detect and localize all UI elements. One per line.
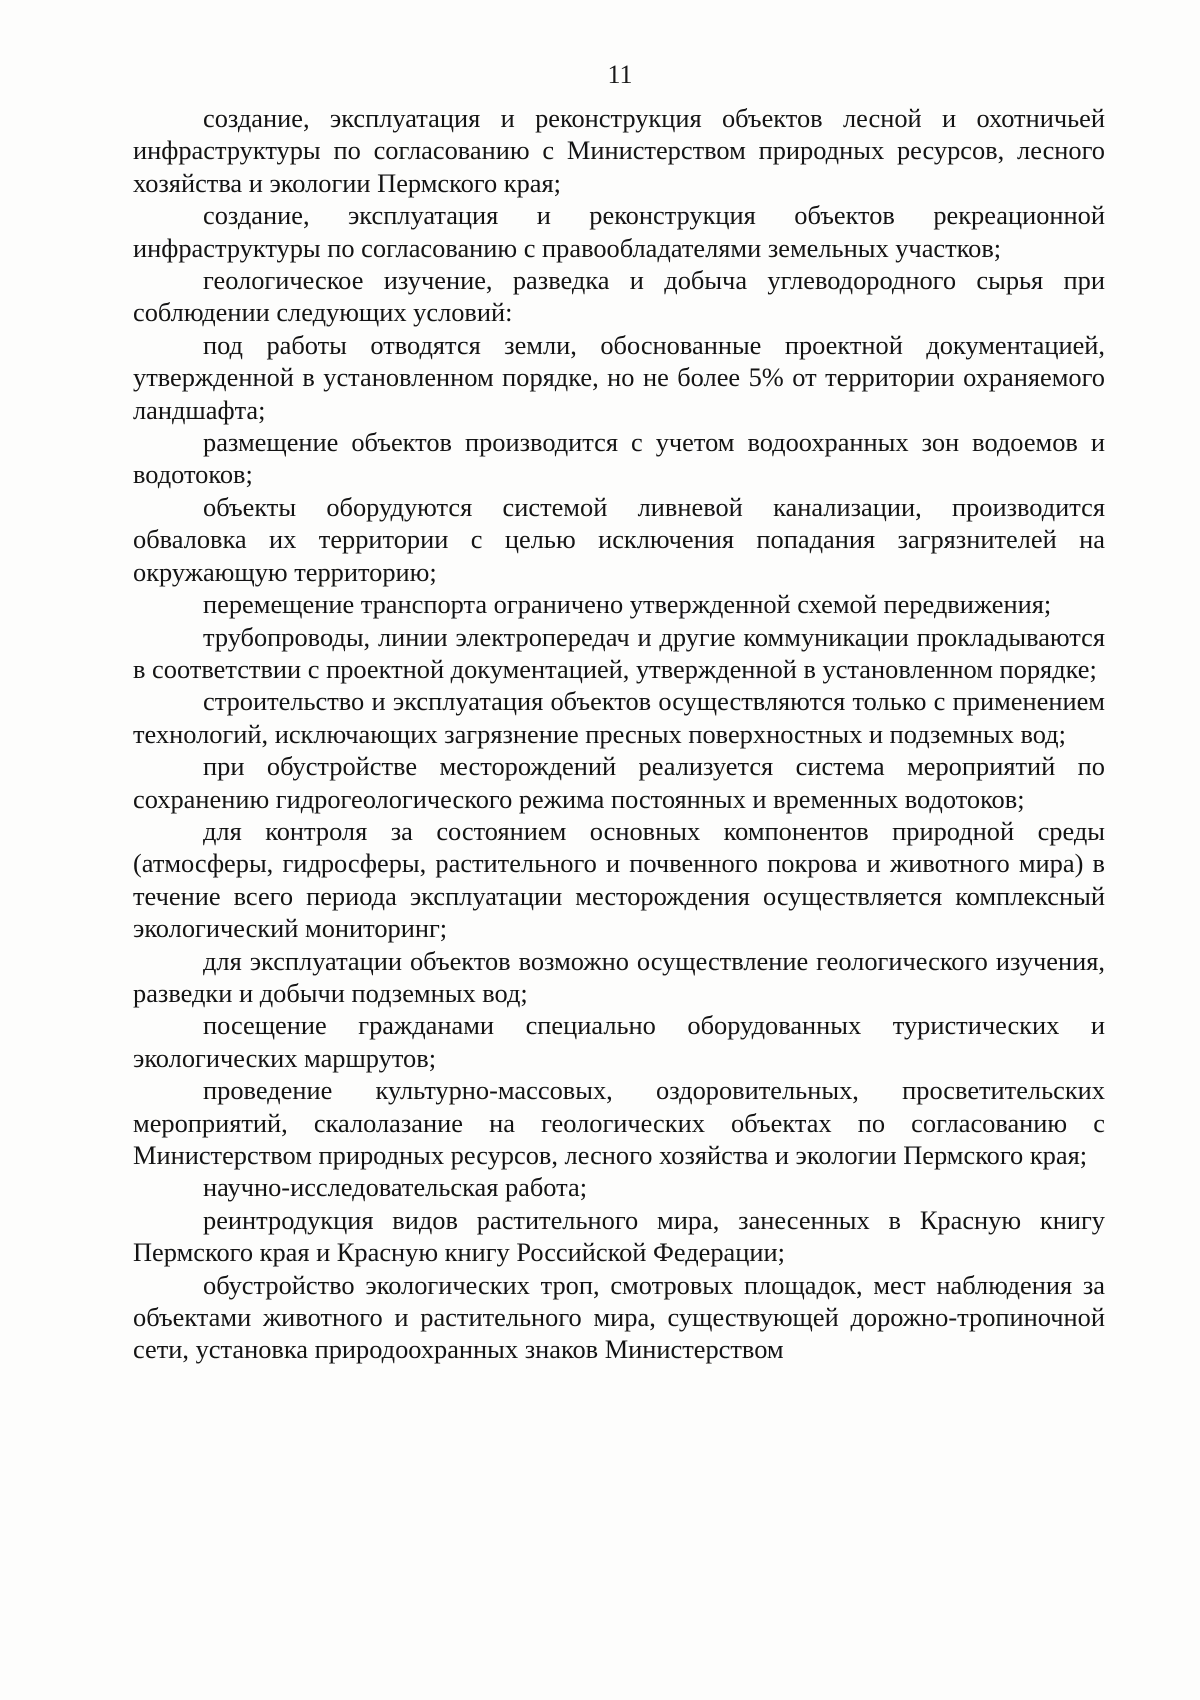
paragraph-cultural-events: проведение культурно-массовых, оздоровительных, просветительских мероприятий, скалолазание на геологических объектах по согласованию с Министерством природных ресурсов, лесного хозяйства и экологии Пермского края; [133,1075,1105,1170]
paragraph-land-allocation: под работы отводятся земли, обоснованные проектной документацией, утвержденной в установленном порядке, но не более 5% от территории охраняемого ландшафта; [133,329,1105,425]
paragraph-forest-hunting-infrastructure: создание, эксплуатация и реконструкция объектов лесной и охотничьей инфраструктуры по согласованию с Министерством природных ресурсов, лесного хозяйства и экологии Пермского края; [133,103,1105,198]
paragraph-groundwater-extraction: для эксплуатации объектов возможно осуществление геологического изучения, разведки и добычи подземных вод; [133,945,1105,1008]
paragraph-environmental-monitoring: для контроля за состоянием основных компонентов природной среды (атмосферы, гидросферы, растительного и почвенного покрова и животного мира) в течение всего периода эксплуатации месторождения осуществляется комплексный экологический мониторинг; [133,815,1105,944]
paragraph-construction-technologies: строительство и эксплуатация объектов осуществляются только с применением технологий, исключающих загрязнение пресных поверхностных и подземных вод; [133,686,1105,749]
paragraph-pipelines: трубопроводы, линии электропередач и другие коммуникации прокладываются в соответствии с проектной документацией, утвержденной в установленном порядке; [133,621,1105,684]
paragraph-hydrocarbon-exploration: геологическое изучение, разведка и добыча углеводородного сырья при соблюдении следующих условий: [133,265,1105,328]
paragraph-recreational-infrastructure: создание, эксплуатация и реконструкция объектов рекреационной инфраструктуры по согласованию с правообладателями земельных участков; [133,200,1105,263]
paragraph-reintroduction: реинтродукция видов растительного мира, занесенных в Красную книгу Пермского края и Красную книгу Российской Федерации; [133,1204,1105,1268]
paragraph-hydrogeological-regime: при обустройстве месторождений реализуется система мероприятий по сохранению гидрогеологического режима постоянных и временных водотоков; [133,751,1105,814]
paragraph-water-protection-zones: размещение объектов производится с учетом водоохранных зон водоемов и водотоков; [133,427,1105,490]
document-body [133,102,1105,1366]
page-number: 11 [607,60,633,89]
paragraph-tourist-routes: посещение гражданами специально оборудованных туристических и экологических маршрутов; [133,1010,1105,1073]
paragraph-storm-sewer: объекты оборудуются системой ливневой канализации, производится обваловка их территории с целью исключения попадания загрязнителей на окружающую территорию; [133,491,1105,587]
paragraph-transport-movement: перемещение транспорта ограничено утвержденной схемой передвижения; [203,589,1052,620]
paragraph-eco-trails: обустройство экологических троп, смотровых площадок, мест наблюдения за объектами животного и растительного мира, существующей дорожно-тропиночной сети, установка природоохранных знаков Министерством [133,1269,1105,1365]
paragraph-research-work: научно-исследовательская работа; [203,1172,588,1203]
